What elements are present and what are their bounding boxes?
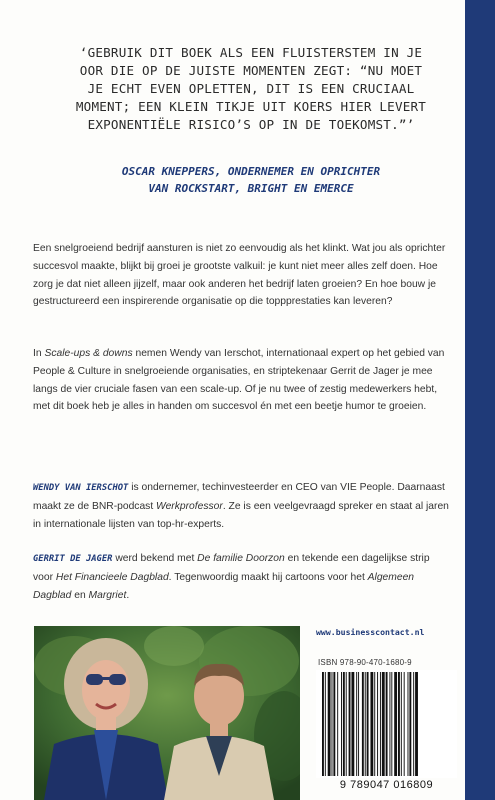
work-title: De familie Doorzon	[197, 553, 285, 564]
attribution-line: OSCAR KNEPPERS, ONDERNEMER EN OPRICHTER	[121, 165, 381, 178]
barcode-bar	[398, 672, 400, 776]
barcode-bar	[409, 672, 411, 776]
book-title: Scale-ups & downs	[44, 348, 133, 359]
work-title: Margriet	[88, 589, 127, 601]
barcode-bar	[374, 672, 375, 776]
attribution-line: VAN ROCKSTART, BRIGHT EN EMERCE	[148, 182, 354, 195]
barcode-bar	[389, 672, 390, 776]
barcode-bar	[413, 672, 414, 776]
quote-line: JE ECHT EVEN OPLETTEN, DIT IS EEN CRUCIAAL	[87, 81, 415, 96]
barcode-bar	[358, 672, 359, 776]
barcode-bar	[356, 672, 357, 776]
barcode-bar	[394, 672, 397, 776]
work-title: Het Financieele Dagblad	[55, 571, 169, 583]
barcode-bar	[386, 672, 388, 776]
barcode-bar	[408, 672, 409, 776]
quote-line: OOR DIE OP DE JUISTE MOMENTEN ZEGT: “NU MOET	[79, 63, 423, 78]
barcode-bar	[349, 672, 351, 776]
authors-photo-illustration	[34, 626, 300, 800]
barcode-bar	[362, 672, 364, 776]
barcode-bar	[380, 672, 381, 776]
quote-attribution	[56, 163, 446, 197]
isbn-label: ISBN 978-90-470-1680-9	[318, 658, 412, 667]
barcode-bar	[325, 672, 326, 776]
barcode-bar	[322, 672, 324, 776]
text: werd bekend met	[112, 553, 198, 564]
quote-line: ‘GEBRUIK DIT BOEK ALS EEN FLUISTERSTEM IN JE	[79, 45, 423, 60]
publisher-website-link[interactable]: www.businesscontact.nl	[316, 627, 425, 637]
barcode-number: 9 789047 016809	[339, 779, 434, 791]
barcode-bar	[377, 672, 378, 776]
quote-line: MOMENT; EEN KLEIN TIKJE UIT KOERS HIER LEVERT	[75, 99, 427, 114]
text: . Tegenwoordig maakt hij cartoons voor het	[168, 571, 368, 583]
barcode-bar	[401, 672, 402, 776]
barcode-bar	[337, 672, 338, 776]
text: nemen Wendy van Ierschot, internationaal expert op het gebied van People & Culture in snelgroeiende organisaties, en striptekenaar Gerrit de Jager je mee langs de vier cruciale fasen van een scale-up. Of je nu twee of zestig medewerkers hebt, met dit boek heb je alles in handen om succesvol én met een beetje humor te groeien.	[33, 348, 445, 413]
barcode-bar	[404, 672, 405, 776]
author-name: WENDY VAN IERSCHOT	[33, 483, 129, 493]
barcode-bar	[370, 672, 373, 776]
barcode-bar	[332, 672, 333, 776]
barcode-bar	[328, 672, 331, 776]
barcode	[316, 670, 457, 778]
text: is ondernemer, techinvesteerder en CEO van VIE People. Daarnaast maakt ze de BNR-podcast	[33, 482, 445, 512]
text: en tekende een dagelijkse strip voor	[33, 553, 430, 583]
barcode-bar	[391, 672, 392, 776]
barcode-bar	[341, 672, 342, 776]
barcode-bar	[415, 672, 418, 776]
quote-line: EXPONENTIËLE RISICO’S OP IN DE TOEKOMST.”’	[87, 117, 415, 132]
barcode-bar	[365, 672, 366, 776]
author-bio-gerrit	[33, 550, 449, 604]
text: . Ze is een veelgevraagd spreker en staat al jaren in internationale lijsten van top-hr-experts.	[33, 500, 449, 530]
text: .	[126, 589, 130, 601]
barcode-bar	[346, 672, 347, 776]
cover-spine-edge	[465, 0, 495, 800]
endorsement-quote	[56, 44, 446, 134]
barcode-bar	[367, 672, 369, 776]
barcode-bar	[382, 672, 385, 776]
barcode-bars	[316, 670, 457, 778]
work-title: Algemeen Dagblad	[33, 571, 415, 601]
text: In	[33, 348, 45, 359]
barcode-bar	[343, 672, 345, 776]
authors-photo	[34, 626, 300, 800]
author-name: GERRIT DE JAGER	[33, 554, 113, 564]
text: en	[71, 589, 89, 601]
barcode-bar	[351, 672, 354, 776]
book-description-paragraph	[33, 345, 449, 416]
barcode-bar	[333, 672, 335, 776]
author-bio-wendy	[33, 479, 449, 533]
podcast-title: Werkprofessor	[156, 500, 223, 512]
blurb-paragraph: Een snelgroeiend bedrijf aansturen is niet zo eenvoudig als het klinkt. Wat jou als oprichter succesvol maakte, blijkt bij groei je grootste valkuil: je kunt niet meer alles zelf doen. Hoe zorg je dat niet alleen jijzelf, maar ook anderen het bedrijf laten groeien? En hoe bouw je gestructureerd een inspirerende organisatie op die toppprestaties kan leveren?	[33, 243, 446, 308]
